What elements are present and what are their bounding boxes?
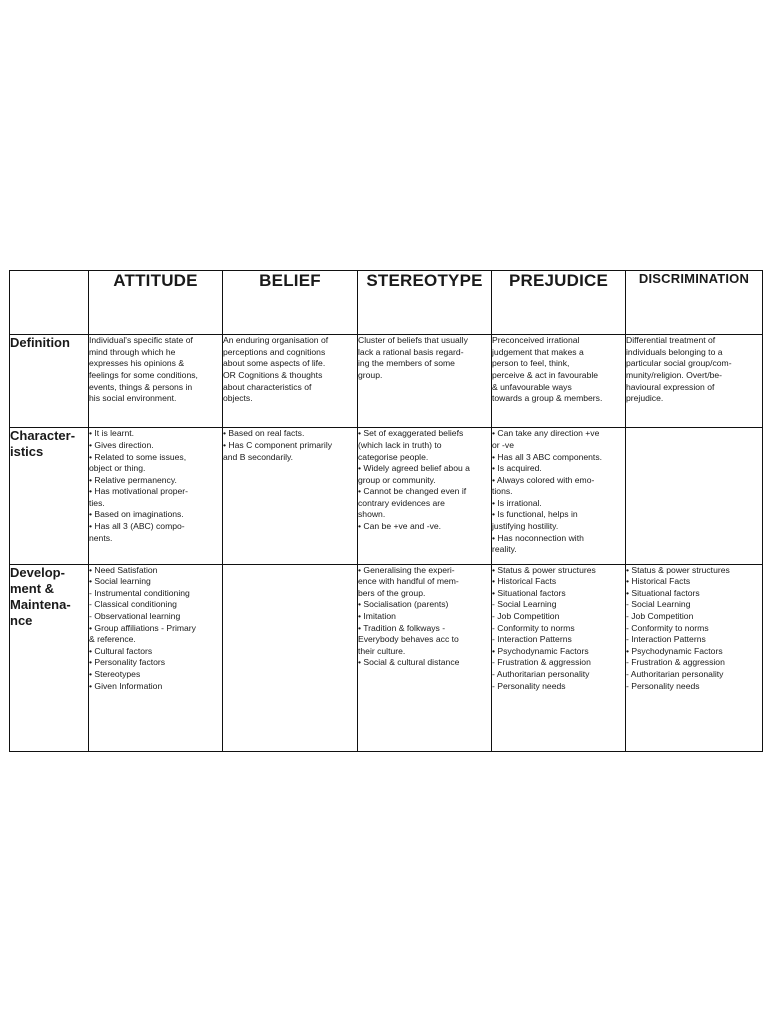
cell-line: An enduring organisation of bbox=[223, 335, 329, 346]
cell-line: OR Cognitions & thoughts bbox=[223, 369, 323, 380]
cell-line: expresses his opinions & bbox=[89, 358, 185, 369]
cell-development-stereotype bbox=[358, 564, 492, 751]
cell-line: individuals belonging to a bbox=[626, 346, 723, 357]
cell-development-attitude bbox=[89, 564, 223, 751]
cell-line: - Personality needs bbox=[492, 680, 566, 691]
cell-line: - Conformity to norms bbox=[626, 622, 709, 633]
cell-line: • Always colored with emo- bbox=[492, 474, 595, 485]
cell-line: ties. bbox=[89, 497, 105, 508]
cell-line: • Social & cultural distance bbox=[358, 657, 460, 668]
cell-characteristics-belief bbox=[223, 428, 358, 564]
cell-line: Differential treatment of bbox=[626, 335, 716, 346]
cell-line: tions. bbox=[492, 486, 513, 497]
cell-characteristics-discrimination bbox=[626, 428, 763, 564]
cell-line: ing the members of some bbox=[358, 358, 455, 369]
cell-line: • Generalising the experi- bbox=[358, 564, 455, 575]
cell-line: Cluster of beliefs that usually bbox=[358, 335, 468, 346]
cell-line: • Gives direction. bbox=[89, 439, 154, 450]
cell-line: • Has C component primarily bbox=[223, 439, 333, 450]
cell-line: group. bbox=[358, 369, 383, 380]
cell-line: - Classical conditioning bbox=[89, 599, 177, 610]
row-header-definition: Definition bbox=[10, 335, 89, 428]
cell-line: - Job Competition bbox=[492, 610, 560, 621]
cell-line: his social environment. bbox=[89, 393, 177, 404]
cell-line: about characteristics of bbox=[223, 381, 312, 392]
cell-line: • Can be +ve and -ve. bbox=[358, 521, 442, 532]
cell-line: & reference. bbox=[89, 634, 136, 645]
cell-line: - Interaction Patterns bbox=[492, 634, 572, 645]
cell-definition-stereotype bbox=[358, 335, 492, 428]
cell-definition-prejudice bbox=[492, 335, 626, 428]
column-header-stereotype: STEREOTYPE bbox=[358, 271, 492, 335]
cell-line: ence with handful of mem- bbox=[358, 576, 459, 587]
cell-development-belief bbox=[223, 564, 358, 751]
cell-line: • Situational factors bbox=[626, 587, 700, 598]
cell-line: objects. bbox=[223, 393, 253, 404]
cell-line: • Stereotypes bbox=[89, 668, 141, 679]
cell-characteristics-attitude bbox=[89, 428, 223, 564]
comparison-table bbox=[9, 270, 763, 752]
cell-line: contrary evidences are bbox=[358, 497, 445, 508]
cell-line: object or thing. bbox=[89, 463, 146, 474]
cell-line: • Imitation bbox=[358, 610, 396, 621]
cell-line: • Status & power structures bbox=[626, 564, 730, 575]
header-row bbox=[10, 271, 763, 335]
cell-line: events, things & persons in bbox=[89, 381, 193, 392]
cell-line: • Psychodynamic Factors bbox=[492, 645, 589, 656]
cell-line: justifying hostility. bbox=[492, 521, 559, 532]
cell-line: • Related to some issues, bbox=[89, 451, 187, 462]
cell-line: havioural expression of bbox=[626, 381, 715, 392]
cell-line: • Tradition & folkways - bbox=[358, 622, 446, 633]
cell-line: • Cultural factors bbox=[89, 645, 153, 656]
cell-line: person to feel, think, bbox=[492, 358, 570, 369]
cell-line: munity/religion. Overt/be- bbox=[626, 369, 722, 380]
table-row bbox=[10, 564, 763, 751]
cell-line: & unfavourable ways bbox=[492, 381, 572, 392]
cell-line: • Group affiliations - Primary bbox=[89, 622, 196, 633]
cell-development-discrimination bbox=[626, 564, 763, 751]
cell-definition-attitude bbox=[89, 335, 223, 428]
cell-line: - Frustration & aggression bbox=[492, 657, 591, 668]
cell-line: Preconceived irrational bbox=[492, 335, 580, 346]
cell-characteristics-stereotype bbox=[358, 428, 492, 564]
column-header-belief: BELIEF bbox=[223, 271, 358, 335]
cell-line: lack a rational basis regard- bbox=[358, 346, 464, 357]
cell-line: - Social Learning bbox=[626, 599, 691, 610]
cell-line: nents. bbox=[89, 532, 113, 543]
cell-line: prejudice. bbox=[626, 393, 664, 404]
cell-line: (which lack in truth) to bbox=[358, 439, 442, 450]
cell-line: mind through which he bbox=[89, 346, 176, 357]
cell-characteristics-prejudice bbox=[492, 428, 626, 564]
cell-line: perceptions and cognitions bbox=[223, 346, 326, 357]
cell-line: • Given Information bbox=[89, 680, 163, 691]
cell-line: - Job Competition bbox=[626, 610, 694, 621]
cell-line: - Authoritarian personality bbox=[626, 668, 724, 679]
cell-line: • Is acquired. bbox=[492, 463, 542, 474]
table-row bbox=[10, 428, 763, 564]
cell-line: • Historical Facts bbox=[492, 576, 557, 587]
cell-line: • Can take any direction +ve bbox=[492, 428, 600, 439]
cell-line: • Is functional, helps in bbox=[492, 509, 578, 520]
cell-line: judgement that makes a bbox=[492, 346, 584, 357]
cell-line: - Interaction Patterns bbox=[626, 634, 706, 645]
cell-line: - Social Learning bbox=[492, 599, 557, 610]
cell-line: Individual's specific state of bbox=[89, 335, 193, 346]
cell-definition-belief bbox=[223, 335, 358, 428]
column-header-discrimination: DISCRIMINATION bbox=[626, 271, 763, 335]
cell-line: particular social group/com- bbox=[626, 358, 732, 369]
cell-line: and B secondarily. bbox=[223, 451, 294, 462]
cell-line: - Observational learning bbox=[89, 610, 181, 621]
cell-line: • Based on imaginations. bbox=[89, 509, 184, 520]
cell-line: • Set of exaggerated beliefs bbox=[358, 428, 464, 439]
cell-line: towards a group & members. bbox=[492, 393, 603, 404]
cell-line: feelings for some conditions, bbox=[89, 369, 198, 380]
cell-line: • Based on real facts. bbox=[223, 428, 305, 439]
cell-line: • Personality factors bbox=[89, 657, 166, 668]
cell-line: • Relative permanency. bbox=[89, 474, 177, 485]
cell-line: or -ve bbox=[492, 439, 514, 450]
cell-line: • Historical Facts bbox=[626, 576, 691, 587]
corner-cell bbox=[10, 271, 89, 335]
cell-line: - Frustration & aggression bbox=[626, 657, 725, 668]
cell-line: • Social learning bbox=[89, 576, 151, 587]
cell-line: reality. bbox=[492, 544, 517, 555]
cell-line: • Has all 3 (ABC) compo- bbox=[89, 521, 185, 532]
cell-line: • Has all 3 ABC components. bbox=[492, 451, 603, 462]
column-header-attitude: ATTITUDE bbox=[89, 271, 223, 335]
cell-line: - Authoritarian personality bbox=[492, 668, 590, 679]
cell-line: shown. bbox=[358, 509, 386, 520]
cell-line: • Has noconnection with bbox=[492, 532, 584, 543]
cell-line: perceive & act in favourable bbox=[492, 369, 599, 380]
cell-line: their culture. bbox=[358, 645, 406, 656]
column-header-prejudice: PREJUDICE bbox=[492, 271, 626, 335]
cell-line: group or community. bbox=[358, 474, 436, 485]
cell-definition-discrimination bbox=[626, 335, 763, 428]
cell-line: • Psychodynamic Factors bbox=[626, 645, 723, 656]
cell-line: Everybody behaves acc to bbox=[358, 634, 459, 645]
cell-line: • Situational factors bbox=[492, 587, 566, 598]
cell-line: categorise people. bbox=[358, 451, 429, 462]
cell-development-prejudice bbox=[492, 564, 626, 751]
cell-line: • Status & power structures bbox=[492, 564, 596, 575]
table-row bbox=[10, 335, 763, 428]
cell-line: about some aspects of life. bbox=[223, 358, 326, 369]
cell-line: • Cannot be changed even if bbox=[358, 486, 467, 497]
cell-line: • Is irrational. bbox=[492, 497, 542, 508]
row-header-development: Develop- ment & Maintena- nce bbox=[10, 564, 89, 751]
row-header-characteristics: Character- istics bbox=[10, 428, 89, 564]
cell-line: • Need Satisfation bbox=[89, 564, 158, 575]
cell-line: • Socialisation (parents) bbox=[358, 599, 449, 610]
cell-line: bers of the group. bbox=[358, 587, 426, 598]
cell-line: • Widely agreed belief abou a bbox=[358, 463, 470, 474]
cell-line: • Has motivational proper- bbox=[89, 486, 189, 497]
cell-line: - Conformity to norms bbox=[492, 622, 575, 633]
cell-line: • It is learnt. bbox=[89, 428, 135, 439]
cell-line: - Instrumental conditioning bbox=[89, 587, 190, 598]
cell-line: - Personality needs bbox=[626, 680, 700, 691]
